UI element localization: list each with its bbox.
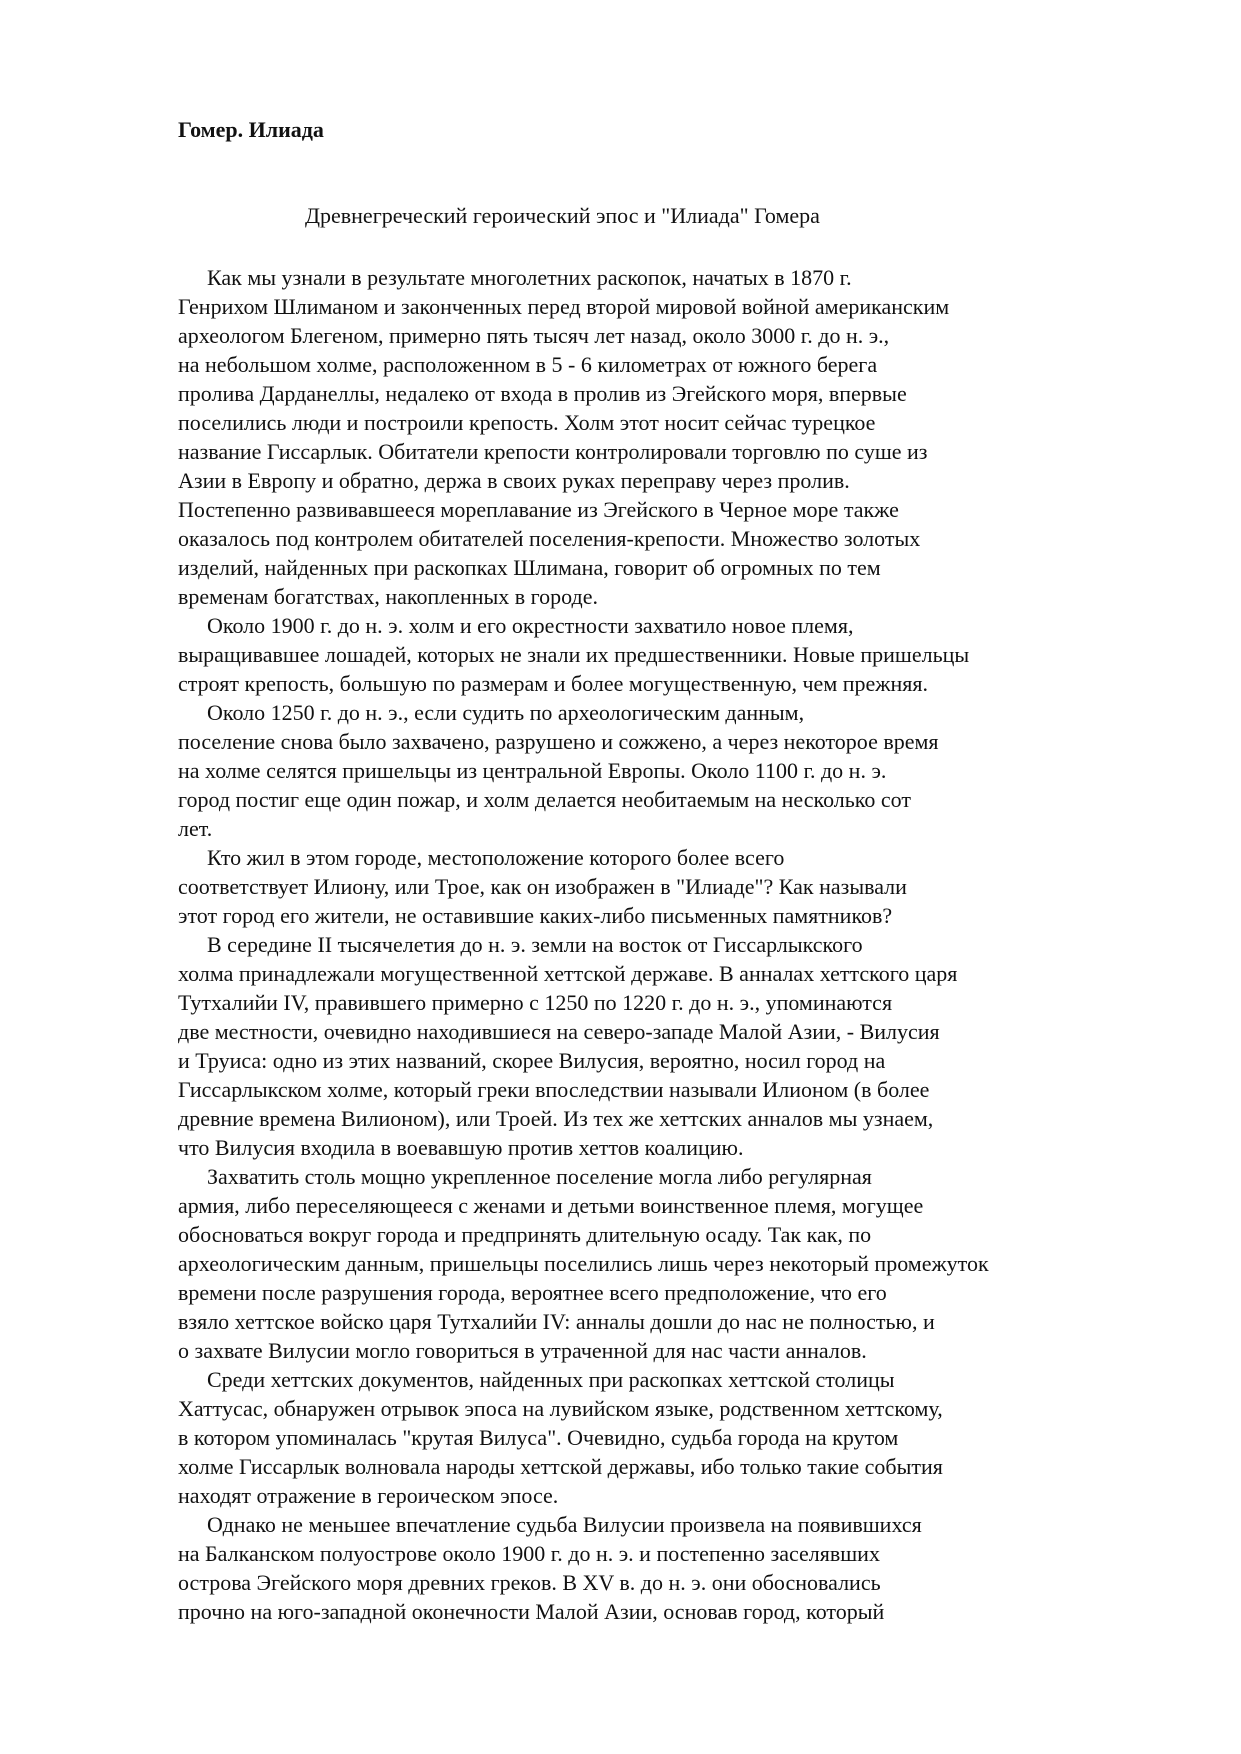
text-line: временам богатствах, накопленных в городе. [178,584,598,609]
text-line: на холме селятся пришельцы из центральной Европы. Около 1100 г. до н. э. [178,758,887,783]
text-line: выращивавшее лошадей, которых не знали их предшественники. Новые пришельцы [178,642,970,667]
text-line: строят крепость, большую по размерам и более могущественную, чем прежняя. [178,671,928,696]
text-line: прочно на юго-западной оконечности Малой Азии, основав город, который [178,1599,885,1624]
text-line: археологом Блегеном, примерно пять тысяч лет назад, около 3000 г. до н. э., [178,323,890,348]
text-line: холма принадлежали могущественной хеттской державе. В анналах хеттского царя [178,961,958,986]
text-line: лет. [178,816,213,841]
text-line: армия, либо переселяющееся с женами и детьми воинственное племя, могущее [178,1193,924,1218]
text-line: Тутхалийи IV, правившего примерно с 1250 по 1220 г. до н. э., упоминаются [178,990,893,1015]
text-line: времени после разрушения города, вероятнее всего предположение, что его [178,1280,887,1305]
text-line: оказалось под контролем обитателей поселения-крепости. Множество золотых [178,526,921,551]
text-line: пролива Дарданеллы, недалеко от входа в пролив из Эгейского моря, впервые [178,381,907,406]
text-line: Среди хеттских документов, найденных при раскопках хеттской столицы [207,1367,895,1392]
text-line: этот город его жители, не оставившие каких-либо письменных памятников? [178,903,893,928]
text-line: Гиссарлыкском холме, который греки впоследствии называли Илионом (в более [178,1077,930,1102]
text-line: Азии в Европу и обратно, держа в своих руках переправу через пролив. [178,468,850,493]
document-title: Гомер. Илиада [178,117,324,142]
text-line: В середине II тысячелетия до н. э. земли на восток от Гиссарлыкского [207,932,863,957]
document-subtitle: Древнегреческий героический эпос и "Илиада" Гомера [305,203,820,228]
text-line: холме Гиссарлык волновала народы хеттской державы, ибо только такие события [178,1454,943,1479]
text-line: Около 1900 г. до н. э. холм и его окрестности захватило новое племя, [207,613,854,638]
text-line: Хаттусас, обнаружен отрывок эпоса на лувийском языке, родственном хеттскому, [178,1396,943,1421]
text-line: что Вилусия входила в воевавшую против хеттов коалицию. [178,1135,744,1160]
text-line: археологическим данным, пришельцы поселились лишь через некоторый промежуток [178,1251,989,1276]
text-line: Однако не меньшее впечатление судьба Вилусии произвела на появившихся [207,1512,922,1537]
text-line: Как мы узнали в результате многолетних раскопок, начатых в 1870 г. [207,265,852,290]
text-line: о захвате Вилусии могло говориться в утраченной для нас части анналов. [178,1338,867,1363]
text-line: две местности, очевидно находившиеся на северо-западе Малой Азии, - Вилусия [178,1019,940,1044]
text-line: на небольшом холме, расположенном в 5 - 6 километрах от южного берега [178,352,878,377]
text-line: город постиг еще один пожар, и холм делается необитаемым на несколько сот [178,787,911,812]
text-line: и Труиса: одно из этих названий, скорее Вилусия, вероятно, носил город на [178,1048,886,1073]
text-line: Захватить столь мощно укрепленное поселение могла либо регулярная [207,1164,872,1189]
text-line: поселились люди и построили крепость. Холм этот носит сейчас турецкое [178,410,876,435]
text-line: название Гиссарлык. Обитатели крепости контролировали торговлю по суше из [178,439,928,464]
text-line: Генрихом Шлиманом и законченных перед второй мировой войной американским [178,294,950,319]
text-line: в котором упоминалась "крутая Вилуса". Очевидно, судьба города на крутом [178,1425,899,1450]
text-line: Кто жил в этом городе, местоположение которого более всего [207,845,785,870]
text-line: соответствует Илиону, или Трое, как он изображен в "Илиаде"? Как называли [178,874,907,899]
text-line: Постепенно развивавшееся мореплавание из Эгейского в Черное море также [178,497,899,522]
text-line: поселение снова было захвачено, разрушено и сожжено, а через некоторое время [178,729,939,754]
text-line: на Балканском полуострове около 1900 г. до н. э. и постепенно заселявших [178,1541,880,1566]
text-line: изделий, найденных при раскопках Шлимана, говорит об огромных по тем [178,555,881,580]
text-line: Около 1250 г. до н. э., если судить по археологическим данным, [207,700,805,725]
text-line: древние времена Вилионом), или Троей. Из тех же хеттских анналов мы узнаем, [178,1106,934,1131]
text-line: острова Эгейского моря древних греков. В XV в. до н. э. они обосновались [178,1570,881,1595]
text-line: обосноваться вокруг города и предпринять длительную осаду. Так как, по [178,1222,872,1247]
text-line: находят отражение в героическом эпосе. [178,1483,559,1508]
text-line: взяло хеттское войско царя Тутхалийи IV: анналы дошли до нас не полностью, и [178,1309,935,1334]
